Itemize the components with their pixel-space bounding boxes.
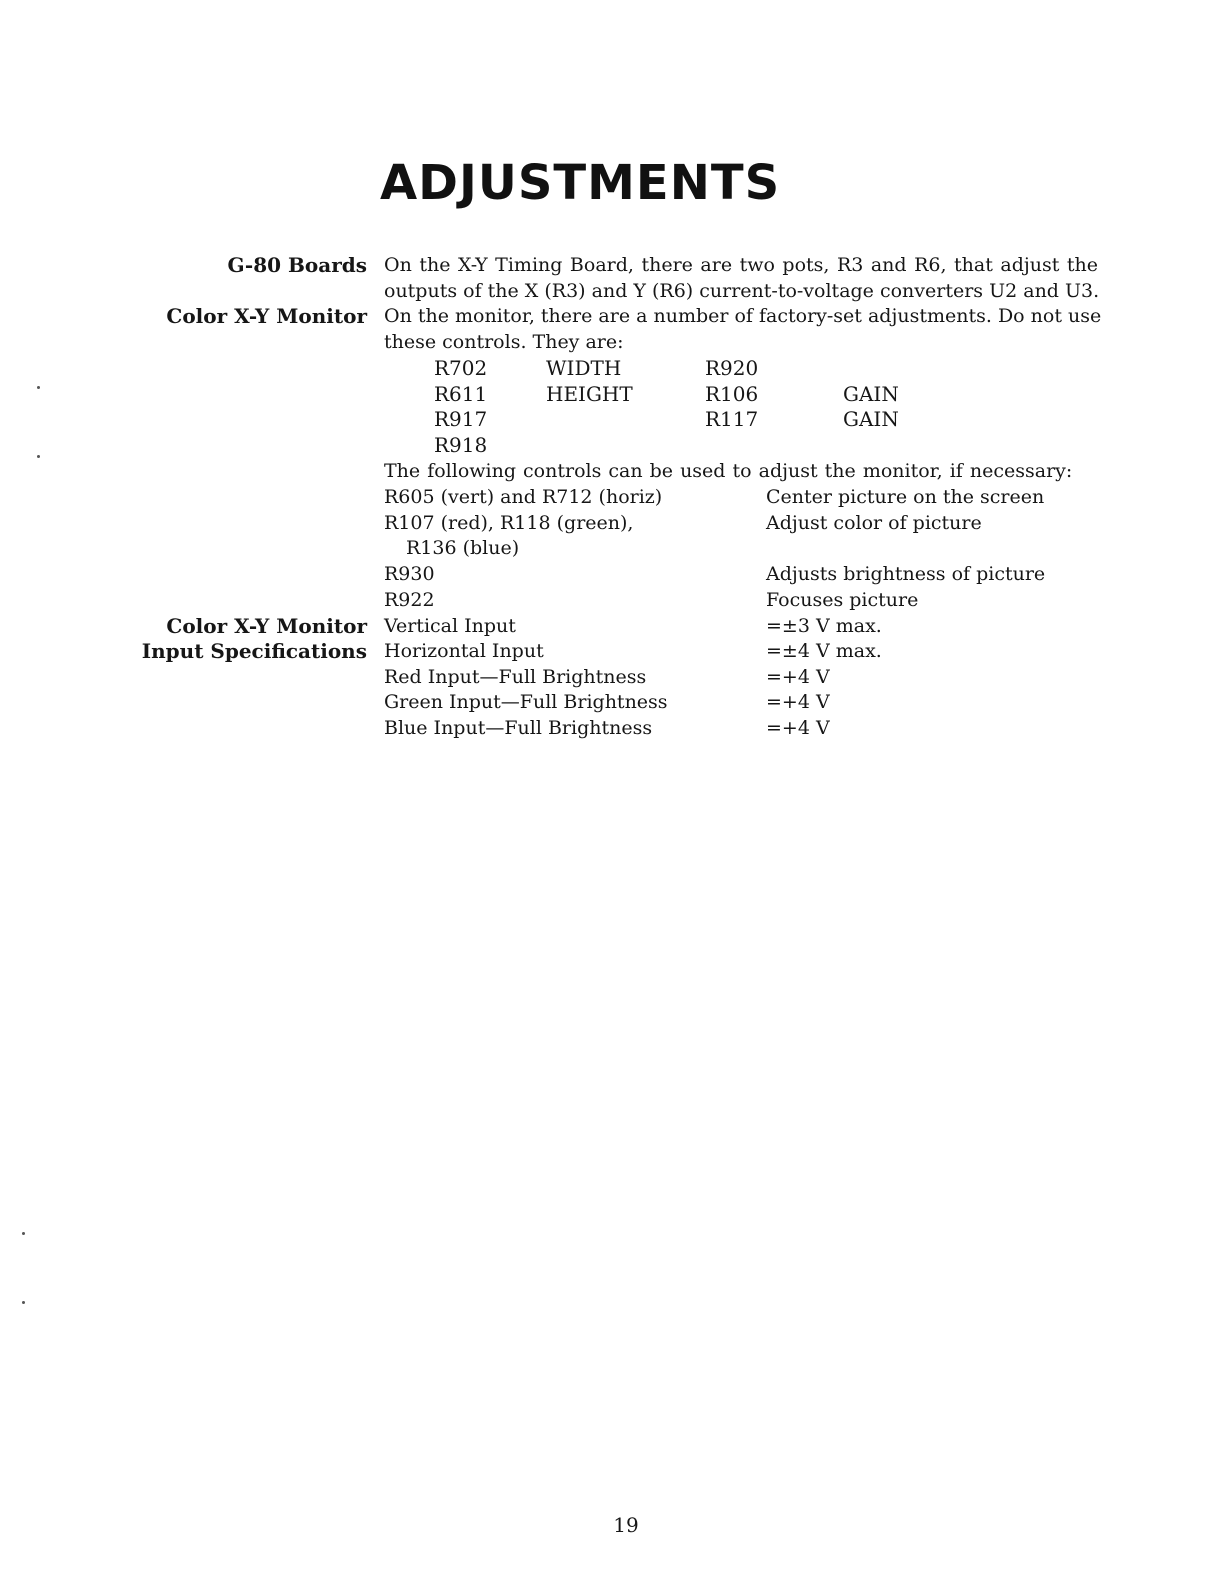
table-cell: R918: [434, 433, 488, 457]
scan-speck: [37, 455, 40, 458]
scan-speck: [22, 1232, 25, 1235]
control-name: R605 (vert) and R712 (horiz): [384, 486, 663, 508]
table-cell: WIDTH: [546, 356, 622, 380]
table-cell: R702: [434, 356, 488, 380]
control-purpose: Adjusts brightness of picture: [766, 563, 1046, 585]
controls-intro: The following controls can be used to adjust the monitor, if necessary:: [384, 460, 1073, 482]
control-name: R107 (red), R118 (green),: [384, 512, 634, 534]
spec-input: Blue Input—Full Brightness: [384, 717, 653, 739]
table-cell: GAIN: [843, 407, 899, 431]
g80-paragraph-line: On the X-Y Timing Board, there are two pots, R3 and R6, that adjust the: [384, 254, 1098, 276]
spec-input: Horizontal Input: [384, 640, 544, 662]
scan-speck: [37, 386, 40, 389]
table-cell: R106: [705, 382, 759, 406]
spec-value: =+4 V: [766, 691, 830, 713]
page-number: 19: [613, 1513, 639, 1537]
g80-paragraph-line: outputs of the X (R3) and Y (R6) current-to-voltage converters U2 and U3.: [384, 280, 1100, 302]
section-heading-color-xy-monitor: Color X-Y Monitor: [166, 304, 367, 328]
section-heading-g80-boards: G-80 Boards: [227, 253, 367, 277]
control-purpose: Adjust color of picture: [766, 512, 982, 534]
table-cell: GAIN: [843, 382, 899, 406]
table-cell: R611: [434, 382, 488, 406]
section-heading-color-xy-monitor-specs: Color X-Y Monitor: [166, 614, 367, 638]
monitor-paragraph-line: On the monitor, there are a number of factory-set adjustments. Do not use: [384, 305, 1102, 327]
control-name: R136 (blue): [406, 537, 520, 559]
control-name: R930: [384, 563, 435, 585]
spec-value: =±4 V max.: [766, 640, 882, 662]
table-cell: R917: [434, 407, 488, 431]
control-name: R922: [384, 589, 435, 611]
table-cell: R117: [705, 407, 759, 431]
spec-value: =±3 V max.: [766, 615, 882, 637]
spec-input: Green Input—Full Brightness: [384, 691, 668, 713]
table-cell: HEIGHT: [546, 382, 633, 406]
control-purpose: Center picture on the screen: [766, 486, 1045, 508]
spec-value: =+4 V: [766, 717, 830, 739]
scan-speck: [22, 1301, 25, 1304]
page-title: ADJUSTMENTS: [380, 155, 781, 211]
spec-value: =+4 V: [766, 666, 830, 688]
spec-input: Vertical Input: [384, 615, 516, 637]
control-purpose: Focuses picture: [766, 589, 919, 611]
section-heading-input-specifications: Input Specifications: [141, 639, 367, 663]
spec-input: Red Input—Full Brightness: [384, 666, 647, 688]
monitor-paragraph-line: these controls. They are:: [384, 331, 624, 353]
table-cell: R920: [705, 356, 759, 380]
